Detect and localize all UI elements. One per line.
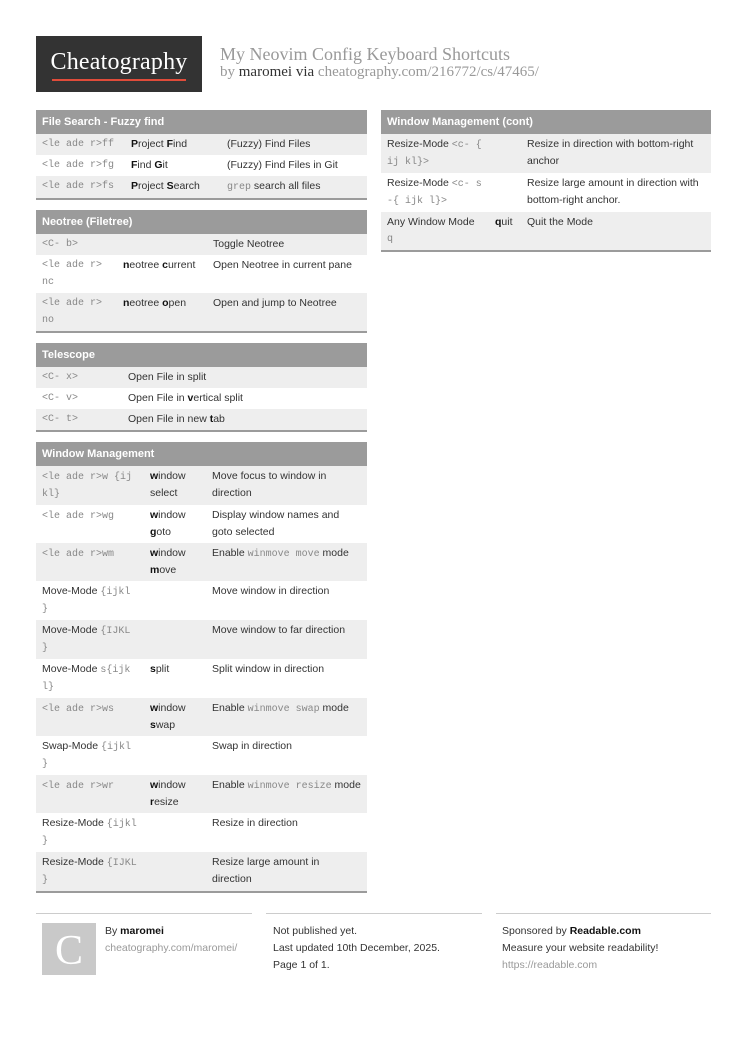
shortcut-key: Resize-Mode {IJKL } (42, 856, 137, 886)
publish-info (273, 923, 440, 974)
shortcut-desc: Open and jump to Neotree (213, 297, 337, 309)
footer (36, 913, 711, 993)
shortcut-desc: (Fuzzy) Find Files in Git (227, 159, 338, 171)
table-row (36, 852, 367, 891)
shortcut-desc: Open File in new tab (128, 413, 225, 425)
table-row (36, 736, 367, 775)
sponsor-block (502, 923, 658, 974)
section-window-management (36, 442, 367, 893)
section-window-management-cont (381, 110, 711, 252)
section-title: Window Management (cont) (381, 110, 711, 134)
table-row (36, 698, 367, 736)
section-file-search (36, 110, 367, 200)
shortcut-key: <le ade r> nc (42, 260, 103, 288)
table-row (381, 173, 711, 212)
page-title: My Neovim Config Keyboard Shortcuts (220, 44, 510, 64)
rows (381, 134, 711, 250)
divider (36, 913, 252, 914)
shortcut-key: <le ade r> no (42, 298, 103, 326)
shortcut-desc: Move window in direction (212, 585, 330, 597)
sponsor-tagline: Measure your website readability! (502, 942, 659, 954)
shortcut-name (489, 175, 521, 210)
page-number: Page 1 of 1. (273, 959, 330, 971)
sponsor-link[interactable]: Readable.com (569, 925, 641, 937)
shortcut-key: Resize-Mode <c- s -{ ijk l}> (387, 177, 482, 207)
logo-underline (52, 79, 186, 81)
shortcut-key: <le ade r>fs (42, 181, 115, 192)
divider (266, 913, 482, 914)
table-row (381, 134, 711, 173)
shortcut-key: <C- t> (42, 414, 79, 425)
table-row (36, 293, 367, 331)
table-row (36, 813, 367, 852)
section-title: Window Management (36, 442, 367, 466)
shortcut-name: window resize (150, 779, 186, 808)
avatar-letter: C (54, 928, 83, 974)
shortcut-name: Project Search (131, 180, 200, 192)
table-row (36, 388, 367, 409)
shortcut-desc: Open File in vertical split (128, 392, 243, 404)
section-title: Telescope (36, 343, 367, 367)
author-link[interactable]: maromei (120, 925, 164, 937)
section-telescope (36, 343, 367, 432)
avatar[interactable] (42, 923, 96, 975)
shortcut-desc: Open File in split (128, 371, 207, 383)
shortcut-desc: Swap in direction (212, 740, 292, 752)
shortcut-key: <le ade r>ff (42, 139, 115, 150)
table-row (36, 176, 367, 198)
page-subtitle (220, 64, 539, 81)
author-link[interactable]: maromei (238, 64, 293, 80)
author-url-link[interactable]: cheatography.com/maromei/ (105, 942, 238, 954)
table-row (36, 659, 367, 698)
table-row (36, 775, 367, 813)
shortcut-key: Move-Mode {IJKL } (42, 624, 131, 654)
by-label: By (105, 925, 121, 937)
shortcut-name (144, 854, 206, 889)
via-label: via (295, 64, 315, 80)
shortcut-key: <le ade r>ws (42, 704, 115, 715)
by-label: by (220, 64, 235, 80)
shortcut-key: <C- v> (42, 393, 79, 404)
shortcut-key: Move-Mode s{ijk l} (42, 663, 131, 693)
shortcut-desc: Toggle Neotree (213, 238, 285, 250)
author-block (105, 923, 237, 957)
shortcut-desc: Resize large amount in direction with bottom-right anchor. (527, 177, 699, 206)
shortcut-key: Resize-Mode {ijkl } (42, 817, 137, 847)
shortcut-name: neotree open (123, 297, 187, 309)
divider (496, 913, 711, 914)
right-column (381, 110, 711, 262)
rows (36, 367, 367, 430)
shortcut-key: Any Window Mode q (387, 216, 475, 245)
shortcut-name: window move (150, 547, 186, 576)
shortcut-name (144, 583, 206, 618)
shortcut-desc: Quit the Mode (527, 216, 593, 228)
published-status: Not published yet. (273, 925, 358, 937)
shortcut-desc: grep search all files (227, 180, 321, 193)
table-row (36, 466, 367, 505)
shortcut-key: <C- x> (42, 372, 79, 383)
table-row (36, 581, 367, 620)
left-column (36, 110, 367, 903)
shortcut-desc: Move focus to window in direction (212, 470, 327, 499)
rows (36, 134, 367, 198)
sheet-url-link[interactable]: cheatography.com/216772/cs/47465/ (317, 64, 539, 80)
shortcut-name: window goto (150, 509, 186, 538)
sponsor-label: Sponsored by (502, 925, 570, 937)
shortcut-name: split (150, 663, 170, 675)
shortcut-desc: Resize in direction (212, 817, 298, 829)
shortcut-key: <le ade r>fg (42, 160, 115, 171)
shortcut-key: <le ade r>wg (42, 511, 115, 522)
shortcut-name: neotree current (123, 259, 196, 271)
shortcut-key: Move-Mode {ijkl } (42, 585, 131, 615)
shortcut-desc: Enable winmove swap mode (212, 702, 349, 715)
table-row (36, 409, 367, 430)
shortcut-desc: Move window to far direction (212, 624, 346, 636)
rows (36, 234, 367, 331)
shortcut-name: Project Find (131, 138, 188, 150)
shortcut-desc: Split window in direction (212, 663, 325, 675)
shortcut-name: window swap (150, 702, 186, 731)
shortcut-name: Find Git (131, 159, 168, 171)
shortcut-key: <le ade r>w {ij kl} (42, 472, 133, 500)
shortcut-key: <le ade r>wr (42, 781, 115, 792)
shortcut-desc: (Fuzzy) Find Files (227, 138, 311, 150)
shortcut-name (144, 738, 206, 773)
shortcut-desc: Resize in direction with bottom-right anchor (527, 138, 694, 167)
last-updated: Last updated 10th December, 2025. (273, 942, 440, 954)
section-neotree (36, 210, 367, 333)
shortcut-key: Resize-Mode <c- { ij kl}> (387, 138, 482, 168)
table-row (36, 505, 367, 543)
logo-text: Cheatography (50, 49, 188, 75)
rows (36, 466, 367, 891)
shortcut-name (144, 622, 206, 657)
section-title: File Search - Fuzzy find (36, 110, 367, 134)
shortcut-key: Swap-Mode {ijkl } (42, 740, 131, 770)
table-row (36, 134, 367, 155)
shortcut-name (489, 136, 521, 171)
shortcut-desc: Open Neotree in current pane (213, 259, 352, 271)
table-row (36, 255, 367, 293)
shortcut-name: quit (495, 216, 513, 228)
table-row (36, 234, 367, 255)
sponsor-url-link[interactable]: https://readable.com (502, 959, 598, 971)
shortcut-desc: Enable winmove move mode (212, 547, 349, 560)
shortcut-key: <le ade r>wm (42, 549, 115, 560)
cheatography-logo[interactable] (36, 36, 202, 92)
shortcut-desc: Resize large amount in direction (212, 856, 320, 885)
table-row (36, 620, 367, 659)
table-row (36, 367, 367, 388)
shortcut-name: window select (150, 470, 186, 499)
shortcut-desc: Enable winmove resize mode (212, 779, 361, 792)
table-row (381, 212, 711, 250)
shortcut-name (144, 815, 206, 850)
shortcut-key: <C- b> (42, 239, 79, 250)
shortcut-desc: Display window names and goto selected (212, 509, 340, 538)
shortcut-name (117, 236, 207, 253)
table-row (36, 543, 367, 581)
table-row (36, 155, 367, 176)
section-title: Neotree (Filetree) (36, 210, 367, 234)
